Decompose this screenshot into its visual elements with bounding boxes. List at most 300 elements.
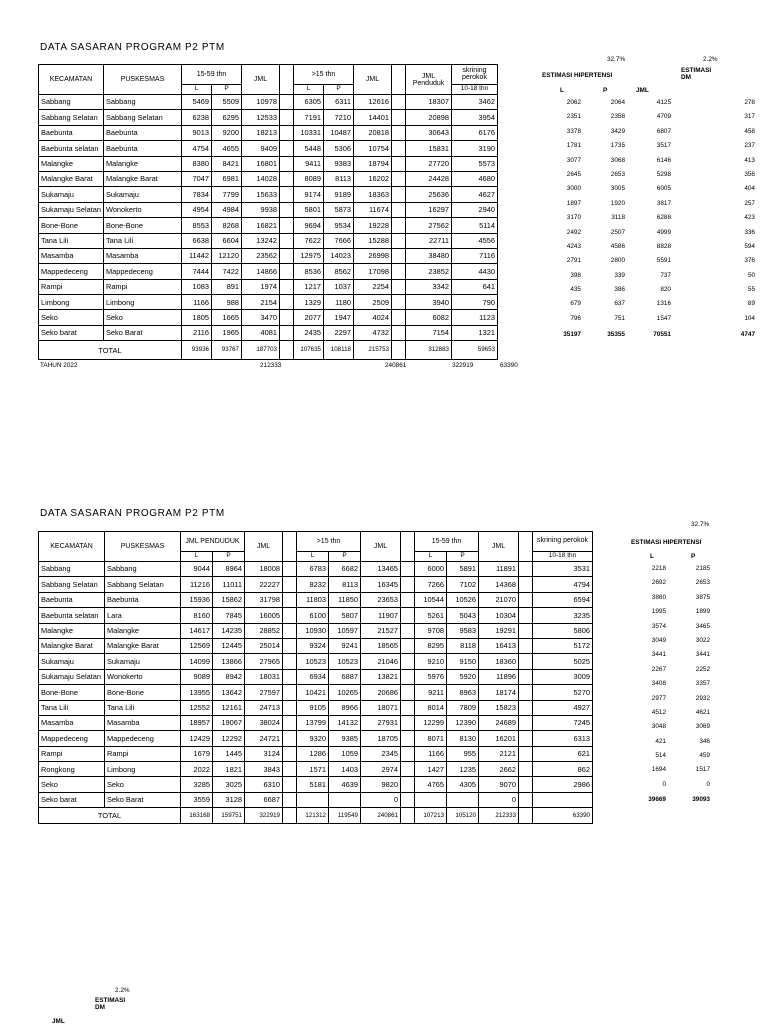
table-row: [39, 638, 593, 653]
cell-l: [297, 792, 329, 807]
cell-jml-penduduk: 7154: [405, 325, 451, 340]
header-15-59: 15-59 thn: [181, 65, 241, 85]
est-value: 3574: [651, 622, 666, 630]
cell-puskesmas: Seko: [103, 310, 181, 325]
cell-gap: [283, 562, 297, 577]
cell-p: 8942: [213, 669, 245, 684]
cell-kecamatan: Malangke: [39, 156, 104, 171]
cell-jml: 2662: [479, 762, 519, 777]
cell-l: 12975: [293, 248, 323, 263]
cell-gap: [401, 792, 415, 807]
footer-v4: 63390: [500, 362, 518, 369]
cell-gap: [401, 731, 415, 746]
cell-l: 12299: [415, 715, 447, 730]
cell-jml-penduduk: 23852: [405, 264, 451, 279]
header-jml: JML: [241, 65, 279, 95]
table-row: [39, 792, 593, 807]
header-kecamatan: KECAMATAN: [39, 65, 104, 95]
cell-jml: 24721: [245, 731, 283, 746]
est-l: L: [560, 87, 564, 94]
cell-skrining: 6176: [451, 125, 497, 140]
est-value: 458: [744, 127, 755, 135]
cell-l: 9089: [181, 669, 213, 684]
cell-kecamatan: Rampi: [39, 746, 105, 761]
cell-jml-penduduk: 22711: [405, 233, 451, 248]
est-row: [625, 562, 713, 576]
table-row: [39, 654, 593, 669]
est-value: 2645: [566, 170, 581, 178]
table2: [38, 531, 593, 824]
cell-kecamatan: Seko barat: [39, 325, 104, 340]
cell-l: 9013: [181, 125, 211, 140]
cell-l: 9694: [293, 218, 323, 233]
cell-l: 9210: [415, 654, 447, 669]
est-value: 3049: [651, 636, 666, 644]
cell-jml-penduduk: 27562: [405, 218, 451, 233]
cell-kecamatan: Rampi: [39, 279, 104, 294]
header-skrining: skrining perokok: [451, 65, 497, 85]
est-table-1: [540, 96, 758, 344]
est-row: [540, 297, 758, 311]
total-value: 63390: [533, 808, 593, 824]
cell-gap: [391, 125, 405, 140]
cell-jml: 3124: [245, 746, 283, 761]
cell-skrining: 5573: [451, 156, 497, 171]
cell-kecamatan: Bone-Bone: [39, 218, 104, 233]
cell-puskesmas: Wonokerto: [105, 669, 181, 684]
cell-jml: 12616: [353, 95, 391, 110]
cell-p: 11850: [329, 592, 361, 607]
est-value: 3118: [611, 214, 625, 222]
table-row: [39, 141, 498, 156]
est-value: 1547: [656, 314, 671, 322]
cell-puskesmas: Malangke Barat: [105, 638, 181, 653]
table1-title: DATA SASARAN PROGRAM P2 PTM: [40, 42, 225, 53]
cell-gap: [519, 577, 533, 592]
cell-jml-penduduk: 16297: [405, 202, 451, 217]
cell-puskesmas: Rampi: [105, 746, 181, 761]
cell-gap: [279, 171, 293, 186]
cell-kecamatan: Tana Lili: [39, 700, 105, 715]
est-value: 346: [699, 737, 710, 745]
cell-p: 6682: [329, 562, 361, 577]
cell-gap: [279, 202, 293, 217]
cell-skrining: 6313: [533, 731, 593, 746]
cell-gap: [519, 808, 533, 824]
est-value: 2185: [695, 564, 710, 572]
table-row: [39, 295, 498, 310]
est-value: 421: [655, 737, 666, 745]
cell-l: 1329: [293, 295, 323, 310]
cell-p: 7102: [447, 577, 479, 592]
est-value: 820: [660, 286, 671, 294]
cell-jml: 27965: [245, 654, 283, 669]
cell-p: 6295: [211, 110, 241, 125]
est-value: 737: [660, 271, 671, 279]
cell-gap: [279, 187, 293, 202]
est-value: 3860: [651, 593, 666, 601]
table-row: [39, 746, 593, 761]
est-row: [540, 168, 758, 182]
table-row: [39, 248, 498, 263]
cell-l: 6305: [293, 95, 323, 110]
cell-gap: [283, 592, 297, 607]
est-total-value: 4747: [740, 331, 755, 339]
est-row: [540, 283, 758, 297]
est-value: 3069: [695, 723, 710, 731]
est-table-2: [625, 562, 713, 808]
cell-gap: [519, 762, 533, 777]
cell-gap: [391, 279, 405, 294]
cell-p: 13642: [213, 685, 245, 700]
header-skrining-2: skrining perokok: [533, 532, 593, 552]
cell-kecamatan: Baebunta selatan: [39, 608, 105, 623]
cell-puskesmas: Seko Barat: [103, 325, 181, 340]
cell-jml: 12533: [241, 110, 279, 125]
cell-p: 8268: [211, 218, 241, 233]
total-value: 93936: [181, 341, 211, 360]
bottom-pct-dm: 2.2%: [115, 987, 130, 994]
header-10-18: 10-18 thn: [451, 85, 497, 95]
est-row: [540, 110, 758, 124]
est-value: 0: [706, 780, 710, 788]
cell-jml: 14028: [241, 171, 279, 186]
cell-p: 9150: [447, 654, 479, 669]
est-value: 2800: [610, 257, 625, 265]
cell-l: 5261: [415, 608, 447, 623]
cell-p: 13866: [213, 654, 245, 669]
est-value: 2492: [566, 228, 581, 236]
cell-p: 19067: [213, 715, 245, 730]
table-row: [39, 95, 498, 110]
cell-p: 7422: [211, 264, 241, 279]
cell-jml: 13242: [241, 233, 279, 248]
cell-l: 8089: [293, 171, 323, 186]
cell-p: 9385: [329, 731, 361, 746]
cell-gap: [391, 202, 405, 217]
cell-p: 9383: [323, 156, 353, 171]
cell-l: 5801: [293, 202, 323, 217]
cell-l: 8536: [293, 264, 323, 279]
est-value: 3068: [610, 156, 625, 164]
est-value: 2358: [610, 113, 625, 121]
est-value: 514: [655, 752, 666, 760]
cell-skrining: 5172: [533, 638, 593, 653]
est-value: 2267: [651, 665, 666, 673]
total-value: 163168: [181, 808, 213, 824]
table-row: [39, 171, 498, 186]
cell-puskesmas: Sabbang Selatan: [103, 110, 181, 125]
cell-kecamatan: Sukamaju: [39, 654, 105, 669]
est-value: 3170: [566, 214, 581, 222]
cell-gap: [283, 731, 297, 746]
cell-jml: 10978: [241, 95, 279, 110]
cell-jml: 4732: [353, 325, 391, 340]
cell-gap: [283, 654, 297, 669]
cell-skrining: 4680: [451, 171, 497, 186]
cell-jml: 18213: [241, 125, 279, 140]
cell-p: 891: [211, 279, 241, 294]
est-total-value: 35355: [607, 331, 625, 339]
cell-p: 12161: [213, 700, 245, 715]
est-value: 2062: [566, 98, 581, 106]
cell-l: 13799: [297, 715, 329, 730]
est-value: 3875: [695, 593, 710, 601]
cell-l: 6100: [297, 608, 329, 623]
cell-gap: [391, 341, 405, 360]
cell-jml: 4024: [353, 310, 391, 325]
cell-kecamatan: Baebunta selatan: [39, 141, 104, 156]
cell-l: 8071: [415, 731, 447, 746]
est-value: 751: [614, 314, 625, 322]
est-value: 8828: [656, 242, 671, 250]
table-row: [39, 777, 593, 792]
total-value: 108118: [323, 341, 353, 360]
cell-puskesmas: Limbong: [105, 762, 181, 777]
cell-gap: [519, 777, 533, 792]
cell-jml: 18174: [479, 685, 519, 700]
cell-skrining: 7245: [533, 715, 593, 730]
est-value: 4586: [610, 242, 625, 250]
est-value: 4243: [566, 242, 581, 250]
cell-kecamatan: Sabbang Selatan: [39, 110, 104, 125]
header-gt15-2: >15 thn: [297, 532, 361, 552]
cell-p: 7809: [447, 700, 479, 715]
cell-kecamatan: Malangke Barat: [39, 638, 105, 653]
est-row: [540, 197, 758, 211]
est-value: 356: [744, 170, 755, 178]
est-total-value: 35197: [563, 331, 581, 339]
cell-puskesmas: Wonokerto: [103, 202, 181, 217]
bottom-jml: JML: [52, 1018, 65, 1025]
cell-gap: [401, 808, 415, 824]
est-value: 2932: [695, 694, 710, 702]
cell-jml: 16413: [479, 638, 519, 653]
cell-jml: 25014: [245, 638, 283, 653]
cell-p: 4655: [211, 141, 241, 156]
est-row: [625, 620, 713, 634]
cell-l: 1217: [293, 279, 323, 294]
table-row: [39, 218, 498, 233]
est-value: 2977: [651, 694, 666, 702]
cell-l: 6638: [181, 233, 211, 248]
cell-p: 14132: [329, 715, 361, 730]
cell-jml: 23562: [241, 248, 279, 263]
cell-puskesmas: Bone-Bone: [103, 218, 181, 233]
est-hipertensi-label-2: ESTIMASI HIPERTENSI: [631, 539, 702, 546]
cell-kecamatan: Sukamaju Selatan: [39, 202, 104, 217]
cell-jml-penduduk: 38480: [405, 248, 451, 263]
est-value: 339: [614, 271, 625, 279]
cell-p: 2297: [323, 325, 353, 340]
cell-p: 6311: [323, 95, 353, 110]
cell-p: 1445: [213, 746, 245, 761]
cell-p: 9534: [323, 218, 353, 233]
cell-kecamatan: Malangke Barat: [39, 171, 104, 186]
est-value: 4621: [695, 708, 710, 716]
cell-p: 5920: [447, 669, 479, 684]
est-row: [625, 749, 713, 763]
cell-jml: 6310: [245, 777, 283, 792]
cell-gap: [401, 746, 415, 761]
cell-jml: 13821: [361, 669, 401, 684]
cell-gap: [391, 295, 405, 310]
cell-jml: 9070: [479, 777, 519, 792]
cell-puskesmas: Masamba: [105, 715, 181, 730]
cell-puskesmas: Baebunta: [103, 125, 181, 140]
cell-p: [447, 792, 479, 807]
cell-skrining: 2986: [533, 777, 593, 792]
cell-l: 1166: [181, 295, 211, 310]
cell-p: 1037: [323, 279, 353, 294]
cell-gap: [401, 577, 415, 592]
est-value: 4999: [656, 228, 671, 236]
cell-jml: 18360: [479, 654, 519, 669]
cell-l: 1427: [415, 762, 447, 777]
est-value: 2351: [566, 113, 581, 121]
est-row: [625, 763, 713, 777]
cell-gap: [519, 746, 533, 761]
cell-jml: 16821: [241, 218, 279, 233]
cell-l: 3559: [181, 792, 213, 807]
cell-kecamatan: Sabbang Selatan: [39, 577, 105, 592]
cell-gap: [401, 608, 415, 623]
cell-gap: [279, 295, 293, 310]
cell-gap: [279, 325, 293, 340]
cell-p: 10597: [329, 623, 361, 638]
est-value: 2507: [610, 228, 625, 236]
cell-jml: 2121: [479, 746, 519, 761]
cell-gap: [401, 777, 415, 792]
cell-l: 9708: [415, 623, 447, 638]
cell-gap: [279, 341, 293, 360]
cell-l: 6934: [297, 669, 329, 684]
cell-l: 2116: [181, 325, 211, 340]
cell-p: 15862: [213, 592, 245, 607]
cell-gap: [391, 264, 405, 279]
cell-l: 9044: [181, 562, 213, 577]
est-value: 435: [570, 286, 581, 294]
cell-l: 2435: [293, 325, 323, 340]
cell-p: 7666: [323, 233, 353, 248]
est-value: 55: [747, 286, 755, 294]
cell-l: 2077: [293, 310, 323, 325]
cell-gap: [283, 638, 297, 653]
cell-gap: [519, 792, 533, 807]
cell-gap: [519, 715, 533, 730]
footer-v3: 322919: [452, 362, 474, 369]
cell-p: 12445: [213, 638, 245, 653]
cell-p: 8113: [323, 171, 353, 186]
cell-jml: 18008: [245, 562, 283, 577]
cell-jml: 24689: [479, 715, 519, 730]
est-row: [540, 226, 758, 240]
est-value: 1735: [610, 142, 625, 150]
cell-skrining: 4794: [533, 577, 593, 592]
est-value: 0: [662, 780, 666, 788]
cell-l: 5181: [297, 777, 329, 792]
cell-jml: 28852: [245, 623, 283, 638]
cell-p: 10487: [323, 125, 353, 140]
cell-puskesmas: Malangke: [105, 623, 181, 638]
est-value: 3378: [566, 127, 581, 135]
cell-jml: 18363: [353, 187, 391, 202]
cell-puskesmas: Malangke Barat: [103, 171, 181, 186]
cell-puskesmas: Rampi: [103, 279, 181, 294]
cell-jml: 2154: [241, 295, 279, 310]
cell-jml: 18794: [353, 156, 391, 171]
cell-gap: [519, 731, 533, 746]
table-row: [39, 187, 498, 202]
cell-puskesmas: Seko Barat: [105, 792, 181, 807]
cell-gap: [391, 310, 405, 325]
cell-p: 9200: [211, 125, 241, 140]
cell-jml-penduduk: 27720: [405, 156, 451, 171]
est-value: 1517: [695, 766, 710, 774]
cell-l: 10544: [415, 592, 447, 607]
cell-jml: 11891: [479, 562, 519, 577]
total-value: 93767: [211, 341, 241, 360]
est-value: 386: [614, 286, 625, 294]
cell-jml: 18705: [361, 731, 401, 746]
cell-gap: [279, 125, 293, 140]
cell-p: [329, 792, 361, 807]
cell-jml: 4081: [241, 325, 279, 340]
table-row: [39, 715, 593, 730]
est-row: [540, 269, 758, 283]
cell-gap: [279, 141, 293, 156]
cell-l: 7444: [181, 264, 211, 279]
total-value: 105120: [447, 808, 479, 824]
cell-skrining: 1321: [451, 325, 497, 340]
est-row: [540, 312, 758, 326]
cell-l: [415, 792, 447, 807]
cell-jml: 21070: [479, 592, 519, 607]
total-label-2: TOTAL: [39, 808, 181, 824]
cell-p: 1965: [211, 325, 241, 340]
footer-tahun: TAHUN 2022: [40, 362, 78, 369]
cell-puskesmas: Baebunta: [105, 592, 181, 607]
cell-l: 5469: [181, 95, 211, 110]
header-l: L: [297, 552, 329, 562]
est-row: [540, 139, 758, 153]
est-dm-label: ESTIMASI DM: [681, 67, 712, 81]
est-value: 2791: [566, 257, 581, 265]
cell-kecamatan: Sabbang: [39, 95, 104, 110]
est-value: 237: [744, 142, 755, 150]
cell-gap: [391, 325, 405, 340]
cell-jml-penduduk: 3342: [405, 279, 451, 294]
cell-jml: 16202: [353, 171, 391, 186]
cell-skrining: 3235: [533, 608, 593, 623]
cell-gap: [283, 669, 297, 684]
cell-jml: 17098: [353, 264, 391, 279]
cell-l: 9320: [297, 731, 329, 746]
est-value: 679: [570, 300, 581, 308]
cell-kecamatan: Mappedeceng: [39, 264, 104, 279]
cell-p: 12292: [213, 731, 245, 746]
cell-p: 5306: [323, 141, 353, 156]
cell-puskesmas: Lara: [105, 608, 181, 623]
header-gt15: >15 thn: [293, 65, 353, 85]
est-value: 413: [744, 156, 755, 164]
est-value: 4709: [656, 113, 671, 121]
cell-kecamatan: Masamba: [39, 715, 105, 730]
cell-l: 7191: [293, 110, 323, 125]
cell-jml-penduduk: 3940: [405, 295, 451, 310]
est-value: 3429: [610, 127, 625, 135]
est-value: 3441: [695, 651, 710, 659]
